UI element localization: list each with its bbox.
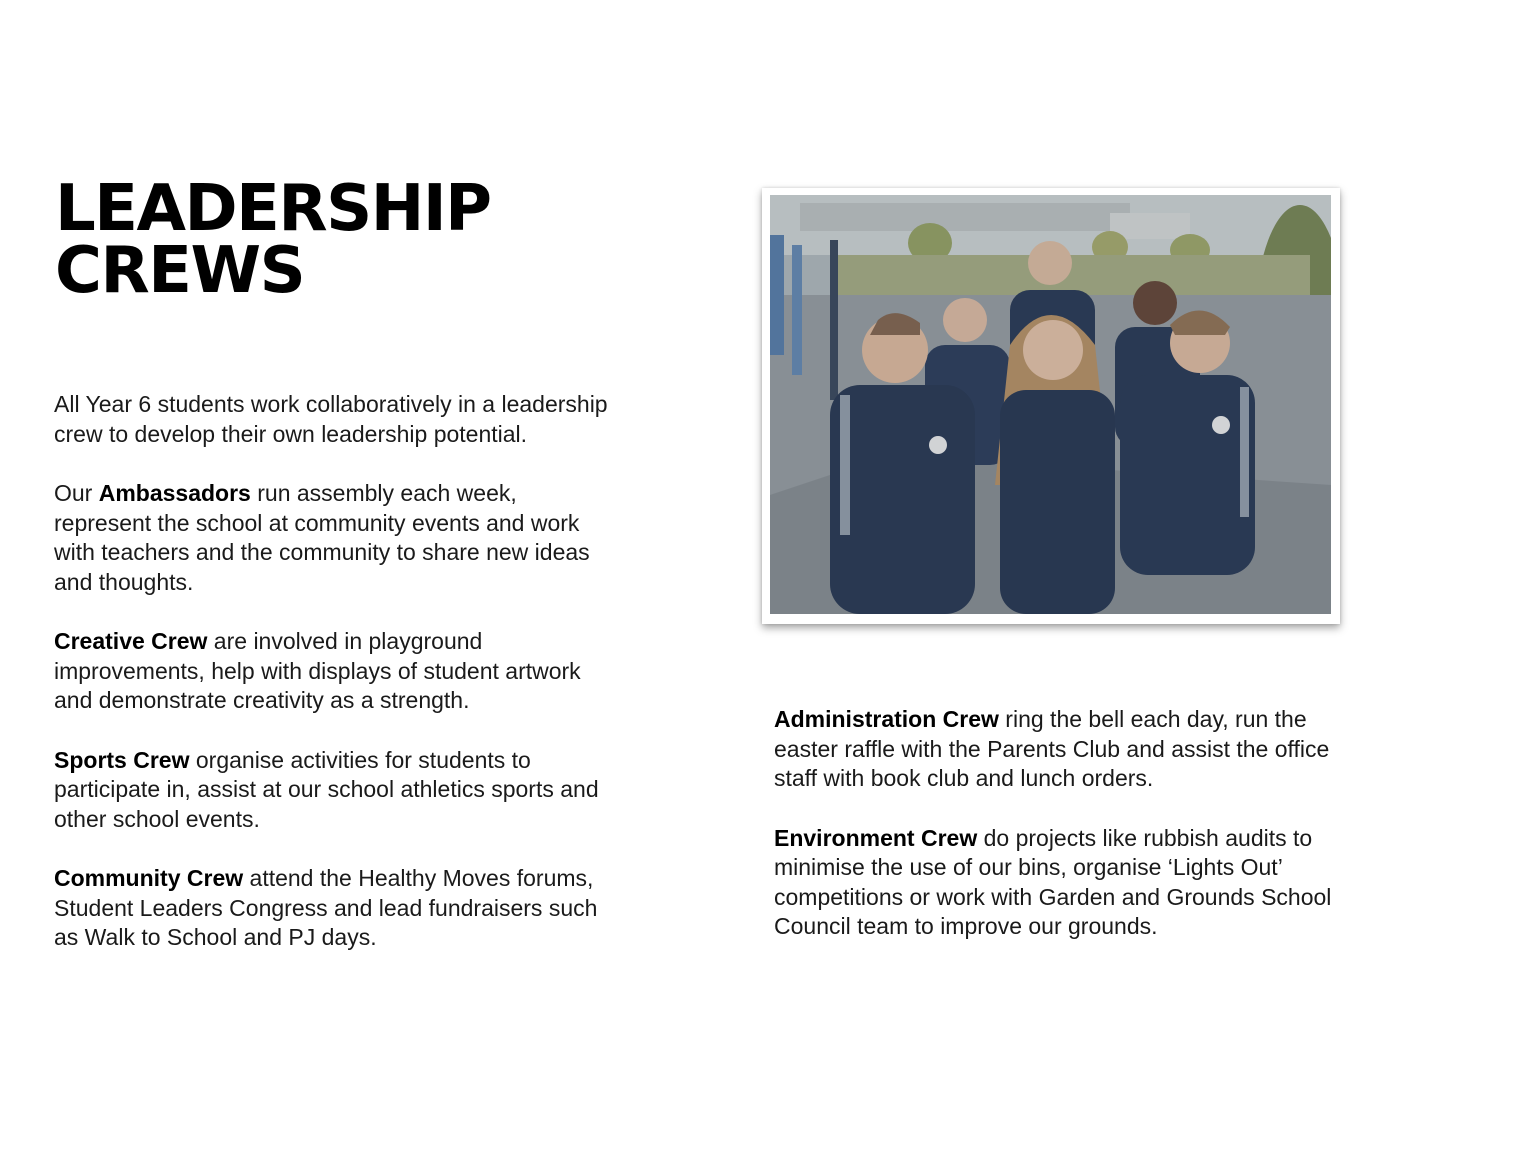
- sports-crew-text: organise activities for students to participate in, assist at our school athletics sports and other school events.: [54, 746, 599, 832]
- administration-crew-heading: Administration Crew: [774, 706, 999, 732]
- page-title: LEADERSHIP CREWS: [55, 172, 491, 308]
- group-photo-icon: [770, 195, 1331, 614]
- ambassadors-paragraph: [54, 479, 614, 597]
- sports-crew-paragraph: [54, 746, 614, 835]
- community-crew-text: attend the Healthy Moves forums, Student Leaders Congress and lead fundraisers such as Walk to School and PJ days.: [54, 865, 598, 950]
- environment-crew-paragraph: [774, 824, 1334, 942]
- right-column: [774, 705, 1334, 972]
- community-crew-heading: Community Crew: [54, 865, 244, 891]
- creative-crew-heading: Creative Crew: [54, 628, 208, 654]
- intro-paragraph: [54, 390, 614, 449]
- creative-crew-paragraph: [54, 627, 614, 716]
- creative-crew-text: are involved in playground improvements, help with displays of student artwork and demonstrate creativity as a strength.: [54, 628, 581, 713]
- environment-crew-heading: Environment Crew: [774, 824, 978, 851]
- administration-crew-paragraph: [774, 705, 1334, 794]
- administration-crew-text: ring the bell each day, run the easter raffle with the Parents Club and assist the office staff with book club and lunch orders.: [774, 706, 1330, 791]
- community-crew-paragraph: [54, 864, 614, 953]
- group-photo: [770, 195, 1331, 614]
- ambassadors-text: run assembly each week, represent the school at community events and work with teachers and the community to share new ideas and thoughts.: [54, 480, 590, 595]
- ambassadors-prefix: Our: [54, 480, 99, 506]
- ambassadors-heading: Ambassadors: [98, 480, 251, 506]
- photo-frame: [762, 188, 1340, 624]
- sports-crew-heading: Sports Crew: [54, 746, 190, 773]
- environment-crew-text: do projects like rubbish audits to minimise the use of our bins, organise ‘Lights Out’ competitions or work with Garden and Grounds School Council team to improve our grounds.: [774, 824, 1332, 939]
- left-column: [54, 390, 614, 983]
- intro-text: All Year 6 students work collaboratively in a leadership crew to develop their own leadership potential.: [54, 391, 608, 447]
